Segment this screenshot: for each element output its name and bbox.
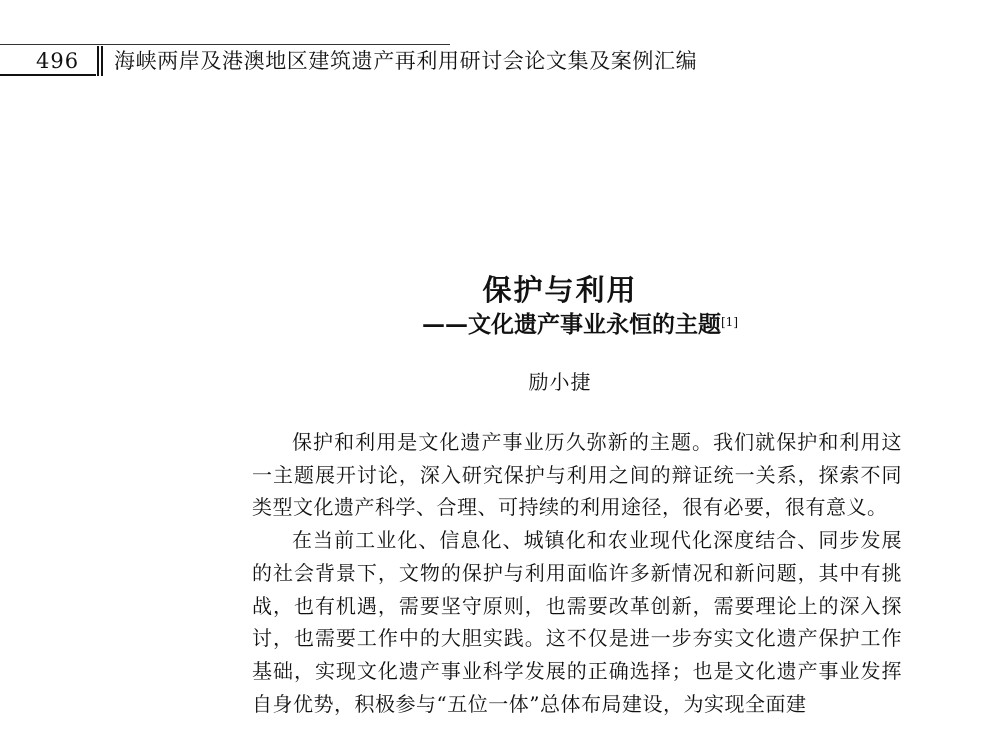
- article-subtitle: [370, 309, 790, 341]
- footnote-marker[interactable]: [1]: [721, 315, 738, 329]
- header-separator-rule: [97, 46, 99, 76]
- article-subtitle-text: ——文化遗产事业永恒的主题: [422, 311, 721, 338]
- page-number-underline: [0, 74, 96, 76]
- body-paragraph: 在当前工业化、信息化、城镇化和农业现代化深度结合、同步发展的社会背景下，文物的保护与利用面临许多新情况和新问题，其中有挑战，也有机遇，需要坚守原则，也需要改革创新，需要理论上的深入探讨，也需要工作中的大胆实践。这不仅是进一步夯实文化遗产保护工作基础，实现文化遗产事业科学发展的正确选择；也是文化遗产事业发挥自身优势，积极参与“五位一体”总体布局建设，为实现全面建: [252, 528, 902, 716]
- header-separator-rule: [101, 46, 103, 76]
- article-title: 保护与利用: [482, 273, 638, 307]
- header-top-rule: [0, 44, 450, 45]
- author-name: 励小捷: [528, 370, 592, 394]
- book-title: 海峡两岸及港澳地区建筑遗产再利用研讨会论文集及案例汇编: [114, 49, 698, 73]
- article-body: [252, 426, 902, 720]
- body-paragraph: 保护和利用是文化遗产事业历久弥新的主题。我们就保护和利用这一主题展开讨论，深入研究保护与利用之间的辩证统一关系，探索不同类型文化遗产科学、合理、可持续的利用途径，很有必要，很有意义。: [252, 430, 902, 520]
- page-number: 496: [36, 49, 80, 73]
- running-header: [0, 44, 760, 78]
